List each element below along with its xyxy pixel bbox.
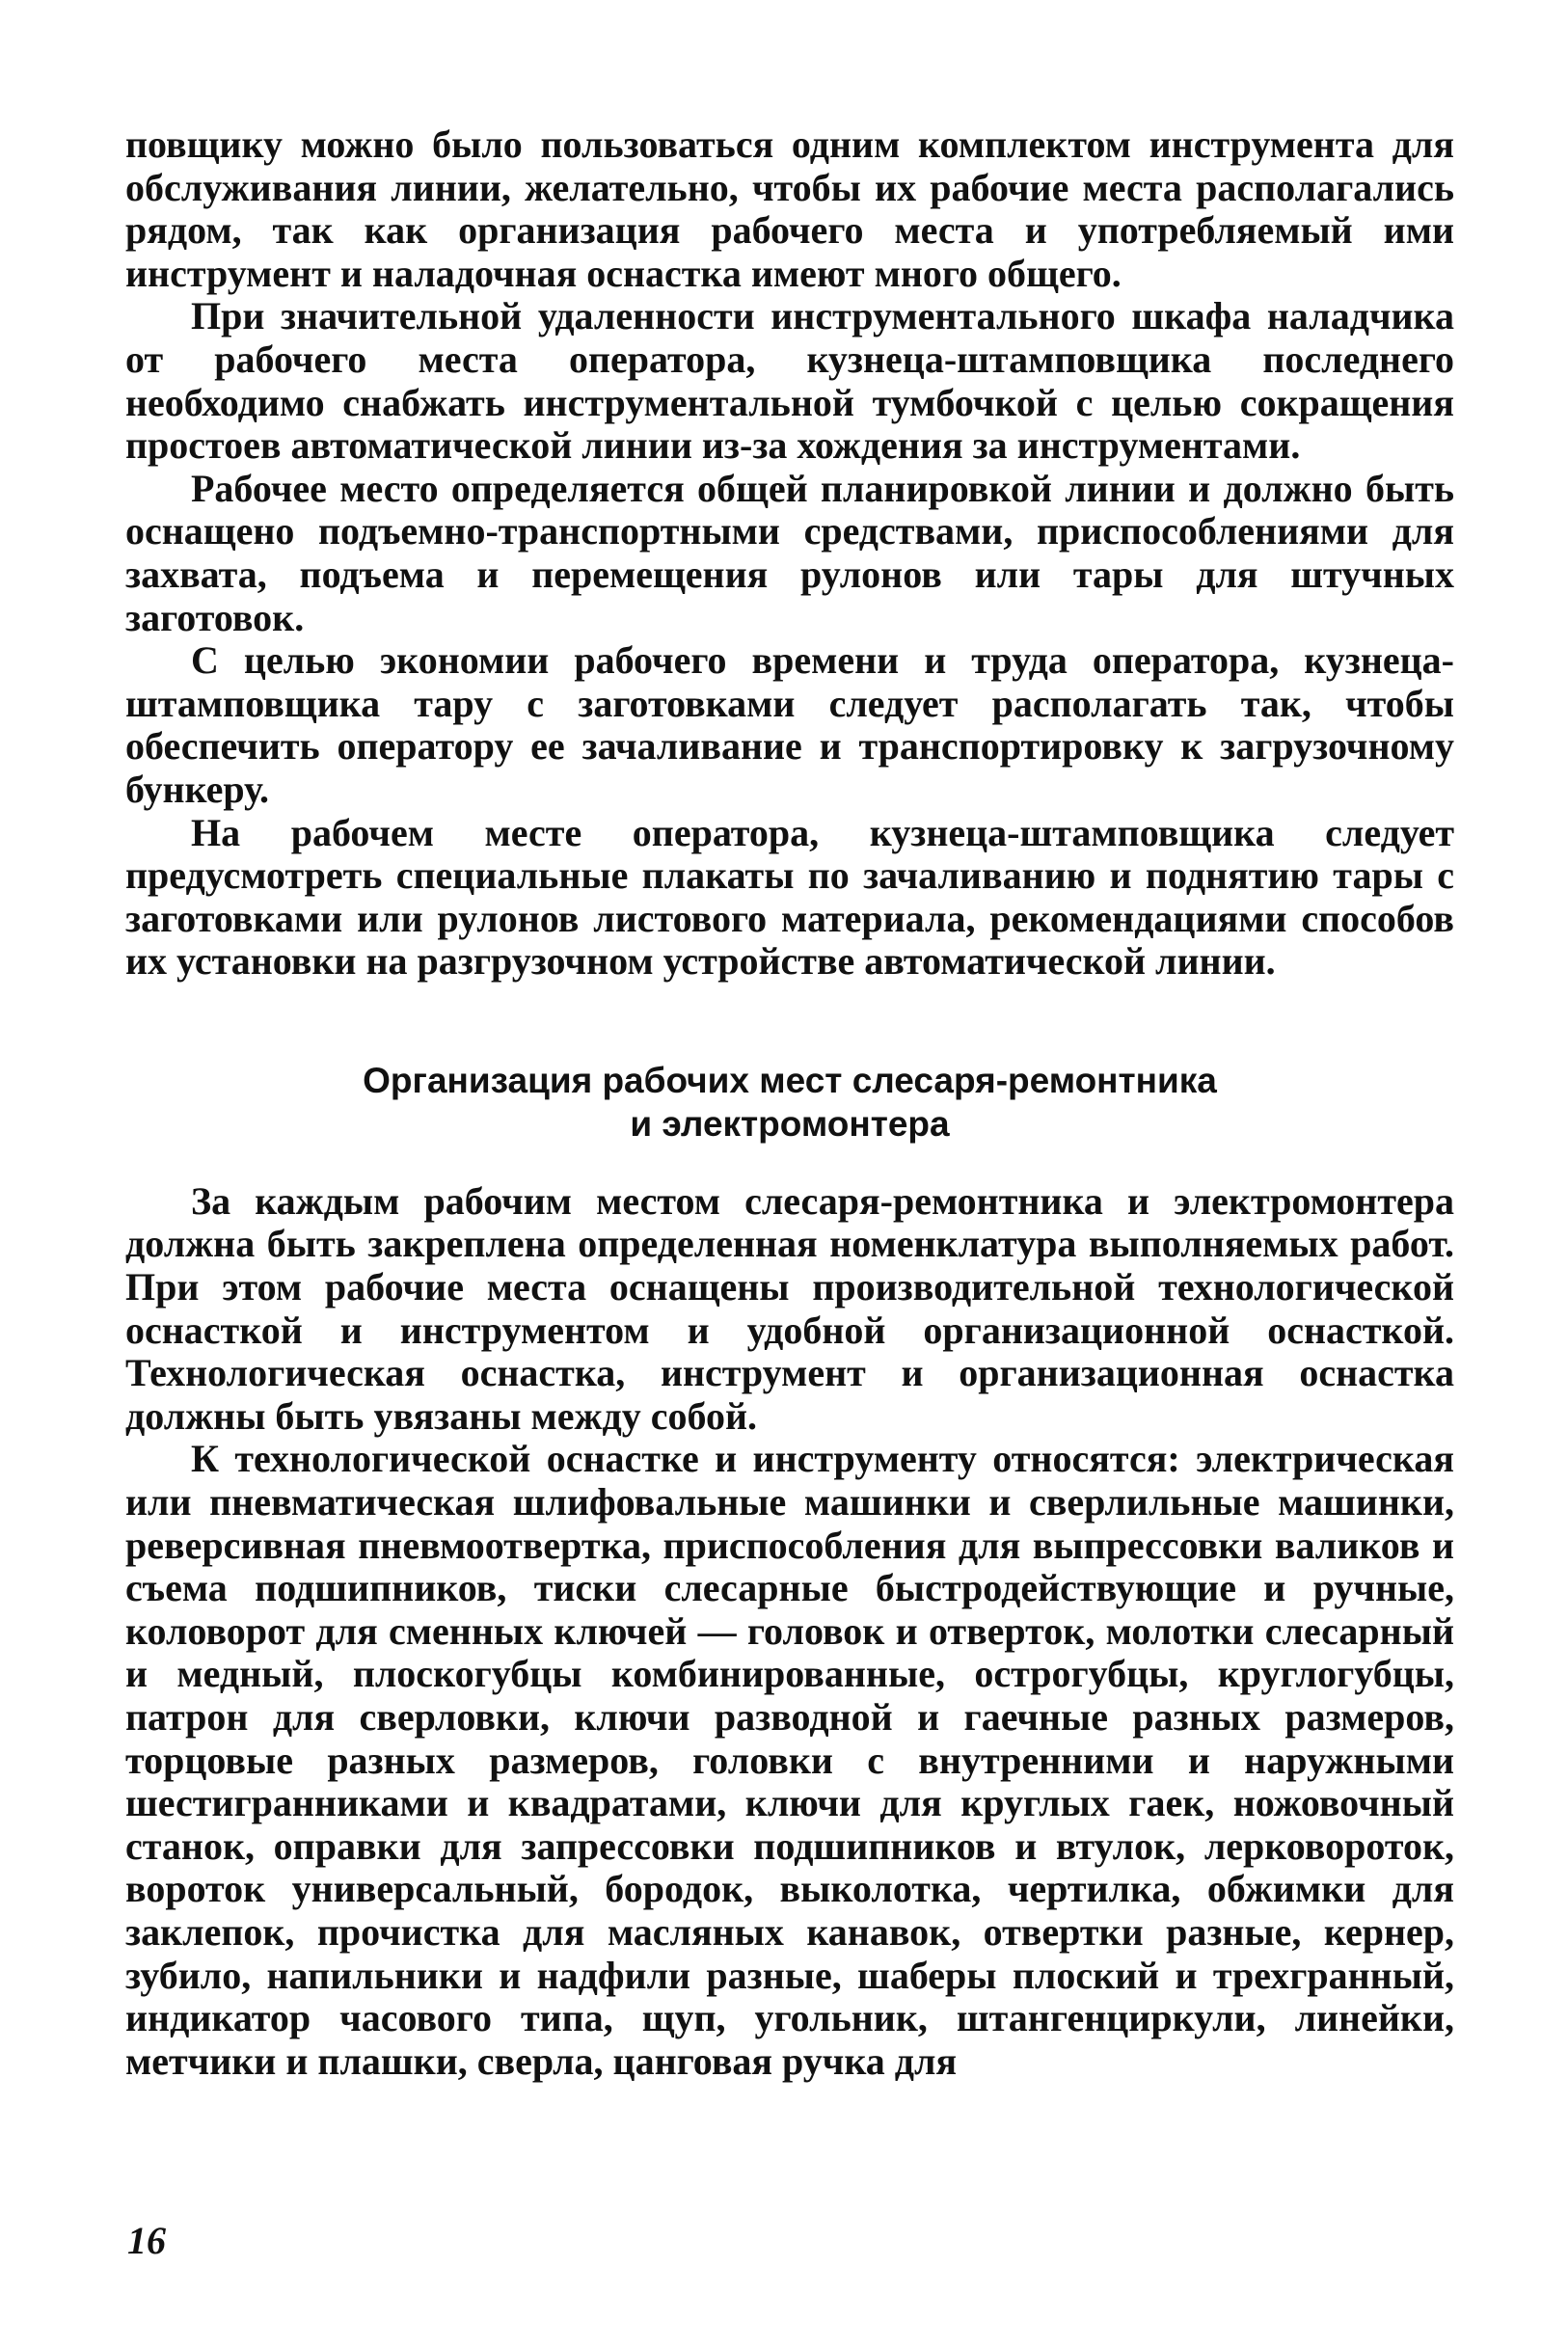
paragraph: Рабочее место определяется общей планировкой линии и должно быть оснащено подъемно-транспортными средствами, приспособлениями для захвата, подъема и перемещения рулонов или тары для штучных заготовок. — [125, 466, 1454, 639]
paragraph: К технологической оснастке и инструменту относятся: электрическая или пневматическая шлифовальные машинки и сверлильные машинки, реверсивная пневмоотвертка, приспособления для выпрессовки валиков и съема подшипников, тиски слесарные быстродействующие и ручные, коловорот для сменных ключей — головок и отверток, молотки слесарный и медный, плоскогубцы комбинированные, острогубцы, круглогубцы, патрон для сверловки, ключи разводной и гаечные разных размеров, торцовые разных размеров, головки с внутренними и наружными шестигранниками и квадратами, ключи для круглых гаек, ножовочный станок, оправки для запрессовки подшипников и втулок, лерковороток, вороток универсальный, бородок, выколотка, чертилка, обжимки для заклепок, прочистка для масляных канавок, отвертки разные, кернер, зубило, напильники и надфили разные, шаберы плоский и трехгранный, индикатор часового типа, щуп, угольник, штангенциркули, линейки, метчики и плашки, сверла, цанговая ручка для — [125, 1437, 1454, 2083]
section-heading — [125, 1059, 1454, 1146]
paragraph: С целью экономии рабочего времени и труда оператора, кузнеца-штамповщика тару с заготовками следует располагать так, чтобы обеспечить оператору ее зачаливание и транспортировку к загрузочному бункеру. — [125, 638, 1454, 811]
paragraph: повщику можно было пользоваться одним комплектом инструмента для обслуживания линии, желательно, чтобы их рабочие места располагались рядом, так как организация рабочего места и употребляемый ими инструмент и наладочная оснастка имеют много общего. — [125, 122, 1454, 295]
paragraph: При значительной удаленности инструментального шкафа наладчика от рабочего места оператора, кузнеца-штамповщика последнего необходимо снабжать инструментальной тумбочкой с целью сокращения простоев автоматической линии из-за хождения за инструментами. — [125, 294, 1454, 468]
paragraph: На рабочем месте оператора, кузнеца-штамповщика следует предусмотреть специальные плакаты по зачаливанию и поднятию тары с заготовками или рулонов листового материала, рекомендациями способов их установки на разгрузочном устройстве автоматической линии. — [125, 810, 1454, 984]
page-number: 16 — [127, 2219, 166, 2262]
paragraph: За каждым рабочим местом слесаря-ремонтника и электромонтера должна быть закреплена определенная номенклатура выполняемых работ. При этом рабочие места оснащены производительной технологической оснасткой и инструментом и удобной организационной оснасткой. Технологическая оснастка, инструмент и организационная оснастка должны быть увязаны между собой. — [125, 1178, 1454, 1438]
section-heading-line-2: и электромонтера — [630, 1103, 950, 1144]
page-body — [125, 123, 1454, 2083]
section-heading-line-1: Организация рабочих мест слесаря-ремонтника — [363, 1060, 1217, 1100]
